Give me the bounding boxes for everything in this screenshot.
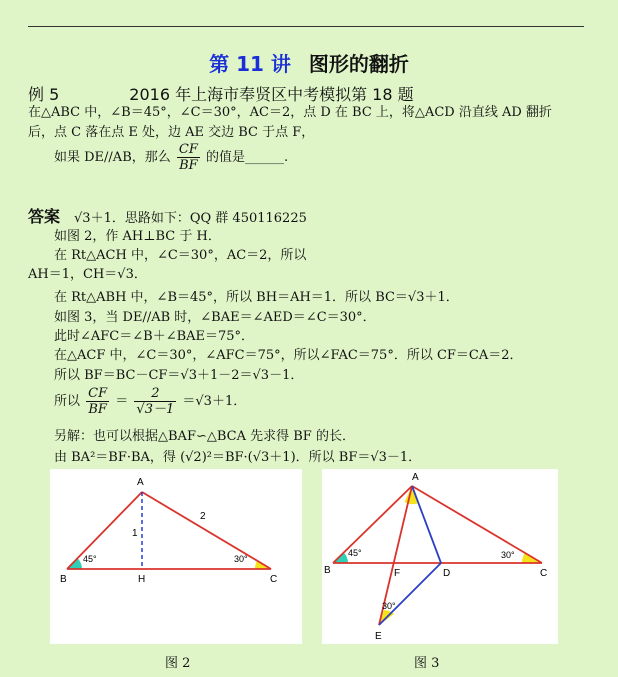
fig2-label-ah: 1 [132, 528, 138, 539]
fig2-label-angle-b: 45° [83, 554, 97, 564]
ratio-fraction-1 [86, 386, 109, 417]
fig3-label-b: B [324, 565, 331, 576]
answer-label: 答案 [28, 207, 61, 226]
figure-2 [50, 469, 302, 644]
fig3-label-d: D [443, 568, 451, 579]
answer-line-5: 如图 3，当 DE//AB 时，∠BAE＝∠AED＝∠C＝30°． [54, 310, 376, 325]
fig2-label-c: C [270, 574, 278, 585]
problem-fraction [177, 142, 200, 173]
figure-3 [322, 469, 558, 644]
fig3-label-e: E [375, 631, 382, 642]
problem-line-2: 后，点 C 落在点 E 处，边 AE 交边 BC 于点 F， [28, 125, 315, 140]
fig3-label-c: C [540, 568, 548, 579]
fig3-fold-ad [412, 486, 441, 563]
figure-2-caption: 图 2 [165, 656, 191, 671]
problem-line-3-pre: 如果 DE//AB，那么 [54, 150, 171, 165]
example-label: 例 5 [28, 85, 60, 104]
example-heading [28, 82, 414, 105]
answer-line-2: 在 Rt△ACH 中，∠C＝30°，AC＝2，所以 [54, 248, 307, 263]
answer-line-3: AH＝1，CH＝√3． [28, 267, 147, 282]
ratio-post: ＝√3＋1． [182, 394, 247, 409]
fig3-label-angle-e: 30° [382, 601, 396, 611]
fig3-side-ac [412, 486, 542, 563]
answer-line-6: 此时∠AFC＝∠B＋∠BAE＝75°． [54, 329, 255, 344]
lecture-number: 第 11 讲 [209, 52, 291, 76]
answer-line-4: 在 Rt△ABH 中，∠B＝45°，所以 BH＝AH＝1．所以 BC＝√3＋1． [54, 290, 459, 305]
answer-head-line [28, 208, 307, 228]
problem-frac-num: CF [178, 142, 198, 157]
fig2-label-a: A [137, 477, 144, 488]
fig2-label-b: B [60, 574, 67, 585]
fig2-side-ac [142, 492, 271, 569]
ratio-den-2: √3－1 [136, 402, 175, 417]
fig3-label-a: A [412, 472, 419, 483]
problem-line-3 [54, 142, 288, 173]
example-source: 2016 年上海市奉贤区中考模拟第 18 题 [129, 85, 414, 104]
fig2-label-ac: 2 [200, 511, 206, 522]
fig3-label-f: F [394, 568, 401, 579]
fig2-label-h: H [138, 574, 146, 585]
lecture-topic: 图形的翻折 [308, 52, 409, 76]
fig2-side-ab [67, 492, 142, 569]
ratio-den-1: BF [88, 402, 107, 417]
fig3-label-angle-b: 45° [348, 548, 362, 558]
problem-frac-den: BF [179, 158, 198, 173]
figure-3-svg [322, 469, 558, 644]
ratio-fraction-2 [134, 386, 176, 417]
answer-line-7: 在△ACF 中，∠C＝30°，∠AFC＝75°，所以∠FAC＝75°．所以 CF＝CA＝2． [54, 348, 523, 363]
fig3-side-ab [333, 486, 412, 563]
answer-alt-2: 由 BA²＝BF·BA，得 (√2)²＝BF·(√3＋1)．所以 BF＝√3－1． [54, 450, 422, 465]
fig2-label-angle-c: 30° [234, 554, 248, 564]
ratio-pre: 所以 [54, 394, 81, 409]
answer-ratio-line [54, 386, 246, 417]
figure-3-caption: 图 3 [414, 656, 440, 671]
problem-line-1: 在△ABC 中，∠B＝45°，∠C＝30°，AC＝2，点 D 在 BC 上，将△ACD 沿直线 AD 翻折 [28, 105, 552, 120]
top-rule [28, 26, 584, 27]
answer-alt-1: 另解：也可以根据△BAF∽△BCA 先求得 BF 的长． [54, 429, 355, 444]
fig3-side-de [379, 563, 441, 625]
figure-2-svg [50, 469, 302, 644]
answer-line-1: 如图 2，作 AH⊥BC 于 H． [54, 229, 221, 244]
fig3-label-angle-c: 30° [501, 550, 515, 560]
ratio-num-2: 2 [134, 386, 176, 402]
problem-line-3-post: 的值是______. [206, 150, 289, 165]
answer-line-8: 所以 BF＝BC－CF＝√3＋1－2＝√3－1． [54, 368, 304, 383]
ratio-num-1: CF [88, 386, 108, 401]
answer-head: √3＋1．思路如下：QQ 群 450116225 [74, 211, 307, 226]
ratio-equals: ＝ [115, 394, 129, 409]
page-title [0, 48, 618, 77]
